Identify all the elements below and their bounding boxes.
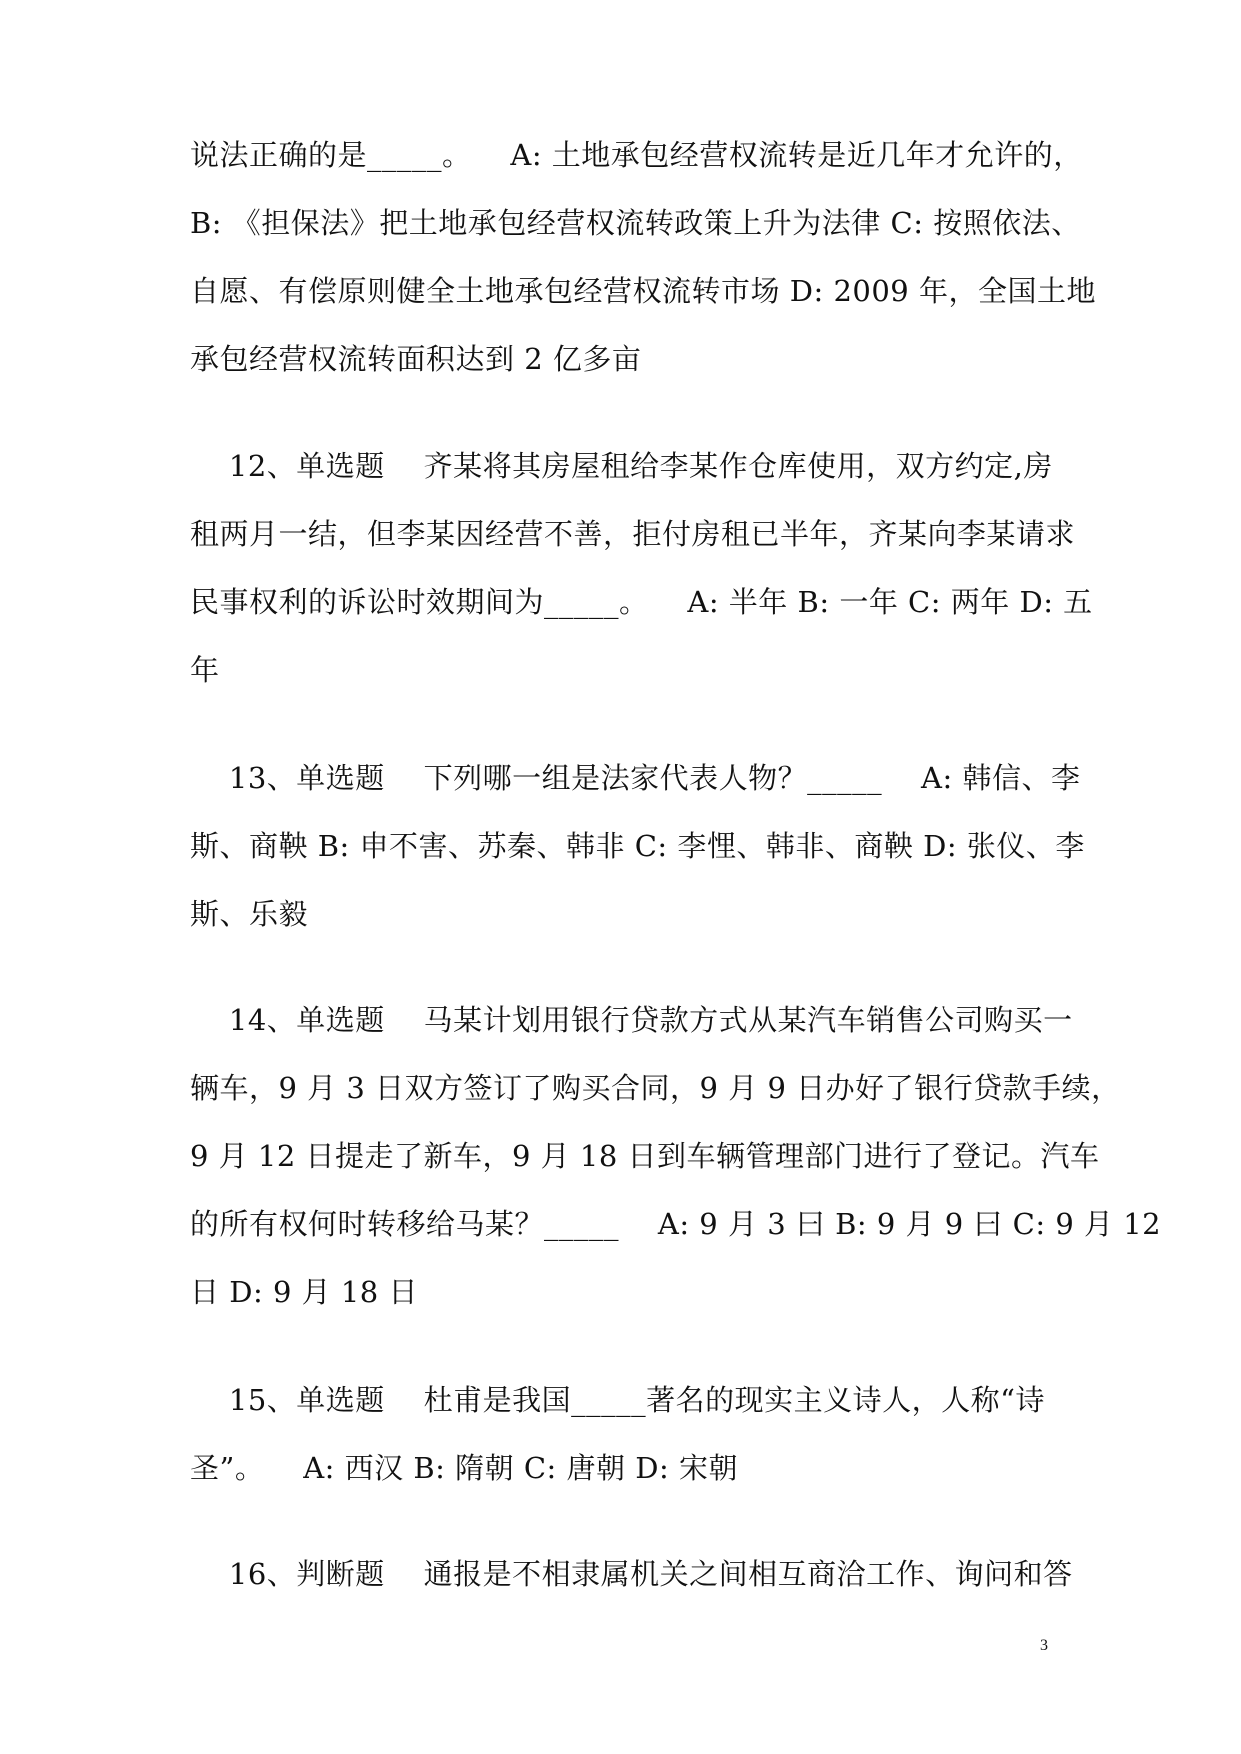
- question-13-line: 13、单选题 下列哪一组是法家代表人物？_____ A: 韩信、李: [190, 761, 1081, 795]
- text-line: 自愿、有偿原则健全土地承包经营权流转市场 D: 2009 年，全国土地: [190, 274, 1096, 308]
- text-line: 的所有权何时转移给马某？_____ A: 9 月 3 曰 B: 9 月 9 曰 C: 9 月 12: [190, 1207, 1162, 1241]
- text-line: 9 月 12 日提走了新车，9 月 18 日到车辆管理部门进行了登记。汽车: [190, 1139, 1100, 1173]
- text-line: 承包经营权流转面积达到 2 亿多亩: [190, 342, 642, 376]
- question-14-line: 14、单选题 马某计划用银行贷款方式从某汽车销售公司购买一: [190, 1003, 1073, 1037]
- text-line: 斯、乐毅: [190, 897, 309, 931]
- question-12-line: 12、单选题 齐某将其房屋租给李某作仓库使用，双方约定,房: [190, 449, 1053, 483]
- text-line: 圣”。 A: 西汉 B: 隋朝 C: 唐朝 D: 宋朝: [190, 1451, 739, 1485]
- page-number: 3: [1040, 1637, 1048, 1654]
- text-line: 年: [190, 653, 220, 687]
- text-line: B: 《担保法》把土地承包经营权流转政策上升为法律 C: 按照依法、: [190, 206, 1081, 240]
- question-15-line: 15、单选题 杜甫是我国_____著名的现实主义诗人，人称“诗: [190, 1383, 1045, 1417]
- text-line: 民事权利的诉讼时效期间为_____。 A: 半年 B: 一年 C: 两年 D: 五: [190, 585, 1093, 619]
- text-line: 租两月一结，但李某因经营不善，拒付房租已半年，齐某向李某请求: [190, 517, 1076, 551]
- question-16-line: 16、判断题 通报是不相隶属机关之间相互商洽工作、询问和答: [190, 1557, 1073, 1591]
- text-line: 说法正确的是_____。 A: 土地承包经营权流转是近几年才允许的，: [190, 138, 1083, 172]
- text-line: 辆车，9 月 3 日双方签订了购买合同，9 月 9 日办好了银行贷款手续，: [190, 1071, 1121, 1105]
- text-line: 日 D: 9 月 18 日: [190, 1275, 418, 1309]
- text-line: 斯、商鞅 B: 申不害、苏秦、韩非 C: 李悝、韩非、商鞅 D: 张仪、李: [190, 829, 1085, 863]
